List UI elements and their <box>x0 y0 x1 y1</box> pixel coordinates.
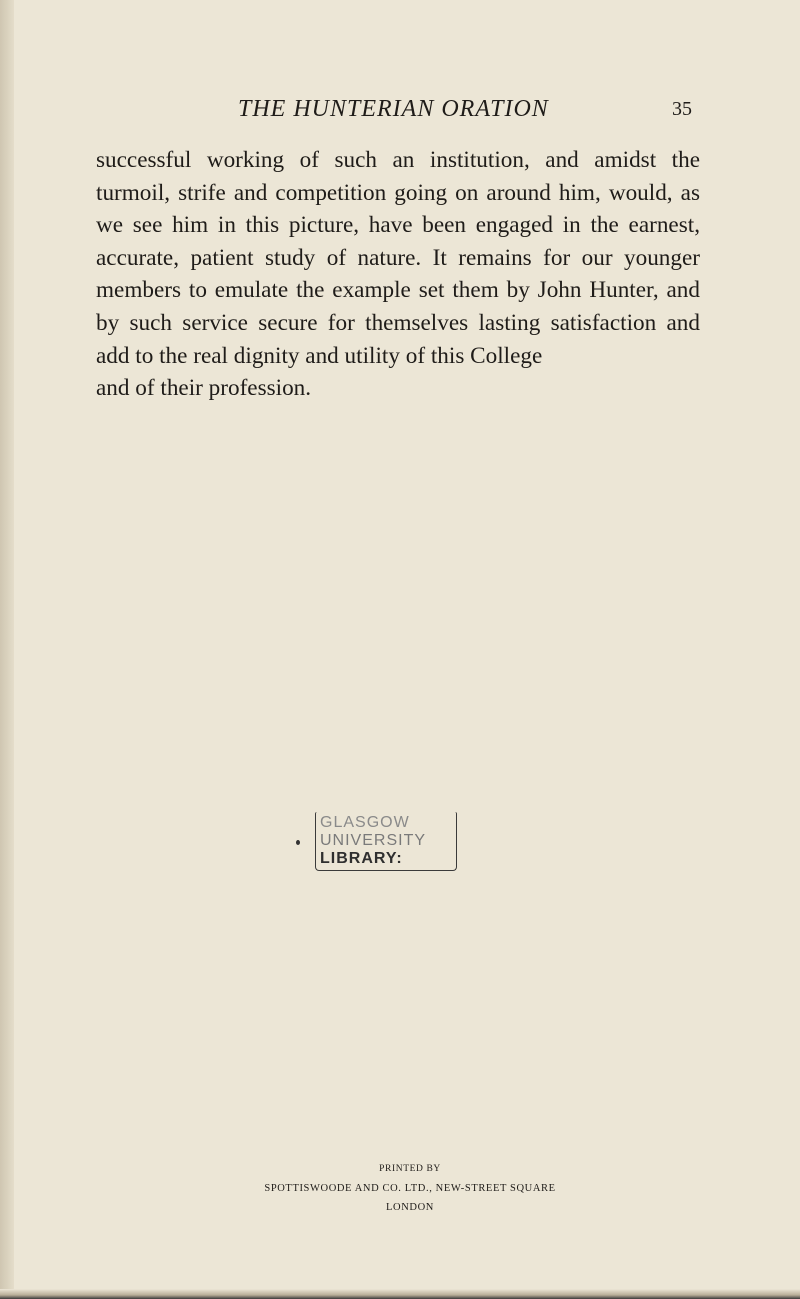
body-paragraph: successful working of such an institution, and amidst the turmoil, strife and competition going on around him, would, as we see him in this picture, have been engaged in the earnest, accurate, patient study of nature. It remains for our younger members to emulate the example set them by John Hunter, and by such service secure for themselves lasting satisfaction and add to the real dignity and utility of this College <box>96 147 700 369</box>
stamp-line-glasgow: GLASGOW <box>320 814 410 831</box>
ink-dot <box>296 840 300 845</box>
library-stamp <box>315 812 457 871</box>
page-number: 35 <box>672 98 692 120</box>
printer-city: LONDON <box>386 1202 434 1213</box>
printer-name: SPOTTISWOODE AND CO. LTD., NEW-STREET SQUARE <box>264 1183 556 1194</box>
page-edge-shadow <box>0 0 14 1299</box>
body-text <box>96 144 700 405</box>
printed-by-label: PRINTED BY <box>379 1164 441 1174</box>
stamp-line-library: LIBRARY: <box>320 850 403 867</box>
stamp-line-university: UNIVERSITY <box>320 832 427 849</box>
printer-imprint <box>240 1160 580 1217</box>
running-head: THE HUNTERIAN ORATION <box>238 96 549 122</box>
body-paragraph-last-line: and of their profession. <box>96 375 312 402</box>
page-bottom-edge <box>0 1289 800 1299</box>
